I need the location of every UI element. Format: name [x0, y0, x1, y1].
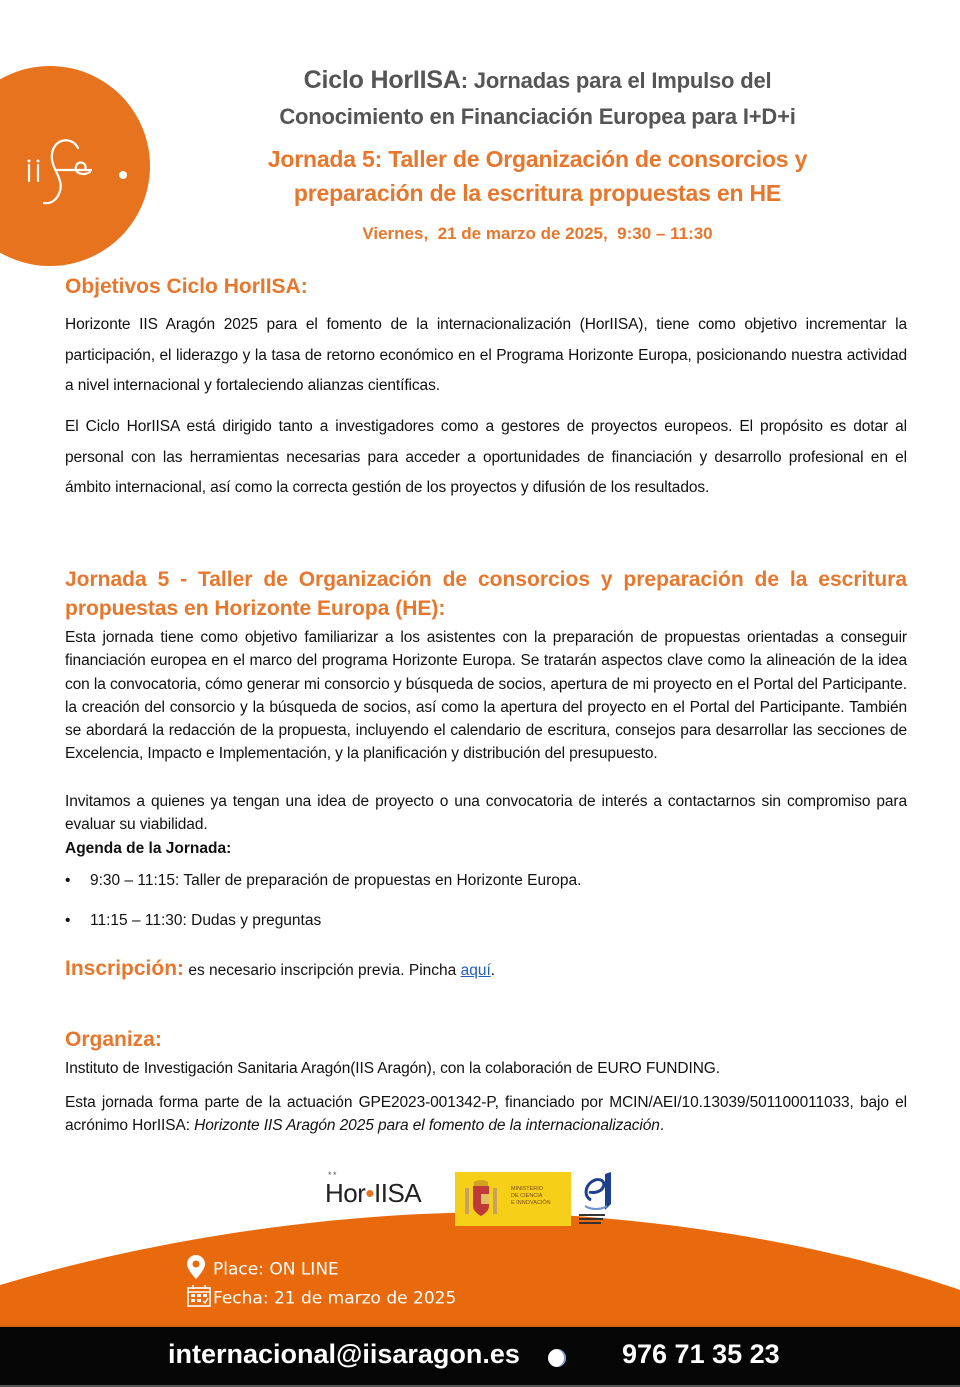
document-header	[230, 62, 845, 244]
agenda-item-text: 9:30 – 11:15: Taller de preparación de propuestas en Horizonte Europa.	[90, 872, 582, 889]
horiisa-logo	[325, 1170, 450, 1209]
objetivos-paragraph-2: El Ciclo HorIISA está dirigido tanto a investigadores como a gestores de proyectos europeos. El propósito es dotar al personal con las herramientas necesarias para acceder a oportunidades de financiación y desarrollo profesional en el ámbito internacional, así como la correcta gestión de los proyectos y difusión de los resultados.	[65, 418, 907, 496]
inscripcion-period: .	[490, 962, 496, 979]
contact-email[interactable]: internacional@iisaragon.es	[168, 1339, 520, 1369]
calendar-icon	[187, 1285, 213, 1312]
iisa-logo	[0, 66, 150, 266]
inscripcion-text: es necesario inscripción previa. Pincha	[184, 962, 461, 979]
agenda-item	[65, 912, 321, 930]
fecha-row	[187, 1285, 456, 1312]
organiza-paragraph-1: Instituto de Investigación Sanitaria Aragón(IIS Aragón), con la colaboración de EURO FUNDING.	[65, 1060, 720, 1077]
session-title-line2: preparación de la escritura propuestas en HE	[293, 180, 782, 206]
cycle-title-line2: Conocimiento en Financiación Europea para I+D+i	[279, 104, 796, 129]
ministerio-ciencia-logo	[455, 1172, 571, 1226]
place-text: Place: ON LINE	[213, 1259, 339, 1280]
separator-dot-icon	[548, 1349, 566, 1367]
bullet-icon: •	[65, 872, 71, 889]
cycle-title-rest: : Jornadas para el Impulso del	[460, 68, 772, 93]
organiza-heading: Organiza:	[65, 1028, 162, 1051]
jornada-paragraph-2: Invitamos a quienes ya tengan una idea de proyecto o una convocatoria de interés a contactarnos sin compromiso para evaluar su viabilidad.	[65, 793, 907, 834]
session-title-line1: Jornada 5: Taller de Organización de consorcios y	[267, 146, 808, 172]
cycle-name: Ciclo HorIISA	[303, 66, 461, 94]
aei-logo	[577, 1170, 617, 1226]
horiisa-logo-right: IISA	[374, 1178, 422, 1208]
contact-phone[interactable]: 976 71 35 23	[622, 1339, 780, 1369]
ministerio-text: MINISTERIO DE CIENCIA E INNOVACIÓN	[511, 1186, 551, 1206]
funding-period: .	[659, 1117, 665, 1135]
agenda-item-text: 11:15 – 11:30: Dudas y preguntas	[90, 912, 322, 929]
stars-icon: * *	[328, 1170, 337, 1180]
dot-icon: •	[365, 1178, 375, 1208]
coat-of-arms-icon	[465, 1180, 497, 1218]
funding-text: Esta jornada forma parte de la actuación GPE2023-001342-P, financiado por MCIN/AEI/10.13039/501100011033, bajo el acrónimo HorIISA:	[65, 1094, 907, 1135]
organiza-paragraph-2	[65, 1091, 907, 1138]
contact-bar	[0, 1325, 960, 1387]
inscripcion-line	[65, 957, 495, 981]
fecha-text: Fecha: 21 de marzo de 2025	[213, 1288, 457, 1309]
funding-program-name: Horizonte IIS Aragón 2025 para el fomento de la internacionalización	[194, 1117, 660, 1135]
inscripcion-label: Inscripción:	[65, 957, 185, 980]
iisa-logo-glyph	[0, 66, 150, 266]
agenda-item	[65, 872, 581, 890]
map-pin-icon	[187, 1255, 213, 1284]
cycle-title-line1	[230, 62, 845, 99]
session-date: Viernes, 21 de marzo de 2025, 9:30 – 11:30	[362, 224, 713, 243]
registration-link[interactable]: aquí	[460, 962, 491, 979]
objetivos-heading: Objetivos Ciclo HorIISA:	[65, 275, 308, 298]
place-row	[187, 1255, 339, 1284]
horiisa-logo-left: Hor	[325, 1178, 366, 1208]
bullet-icon: •	[65, 912, 71, 929]
jornada-paragraph-1: Esta jornada tiene como objetivo familiarizar a los asistentes con la preparación de propuestas orientadas a conseguir financiación europea en el marco del programa Horizonte Europa. Se tratarán aspectos clave como la alineación de la idea con la convocatoria, cómo generar mi consorcio y búsqueda de socios, apertura de mi proyecto en el Portal del Participante. la creación del consorcio y la búsqueda de socios, así como la apertura del proyecto en el Portal del Participante. También se abordará la redacción de la propuesta, incluyendo el calendario de escritura, consejos para desarrollar las secciones de Excelencia, Impacto e Implementación, y la planificación y distribución del presupuesto.	[65, 629, 907, 763]
jornada-heading: Jornada 5 - Taller de Organización de consorcios y preparación de la escritura propuestas en Horizonte Europa (HE):	[65, 568, 907, 620]
agenda-heading: Agenda de la Jornada:	[65, 840, 232, 857]
objetivos-paragraph-1: Horizonte IIS Aragón 2025 para el fomento de la internacionalización (HorIISA), tiene como objetivo incrementar la participación, el liderazgo y la tasa de retorno económico en el Programa Horizonte Europa, posicionando nuestra actividad a nivel internacional y fortaleciendo alianzas científicas.	[65, 316, 907, 394]
